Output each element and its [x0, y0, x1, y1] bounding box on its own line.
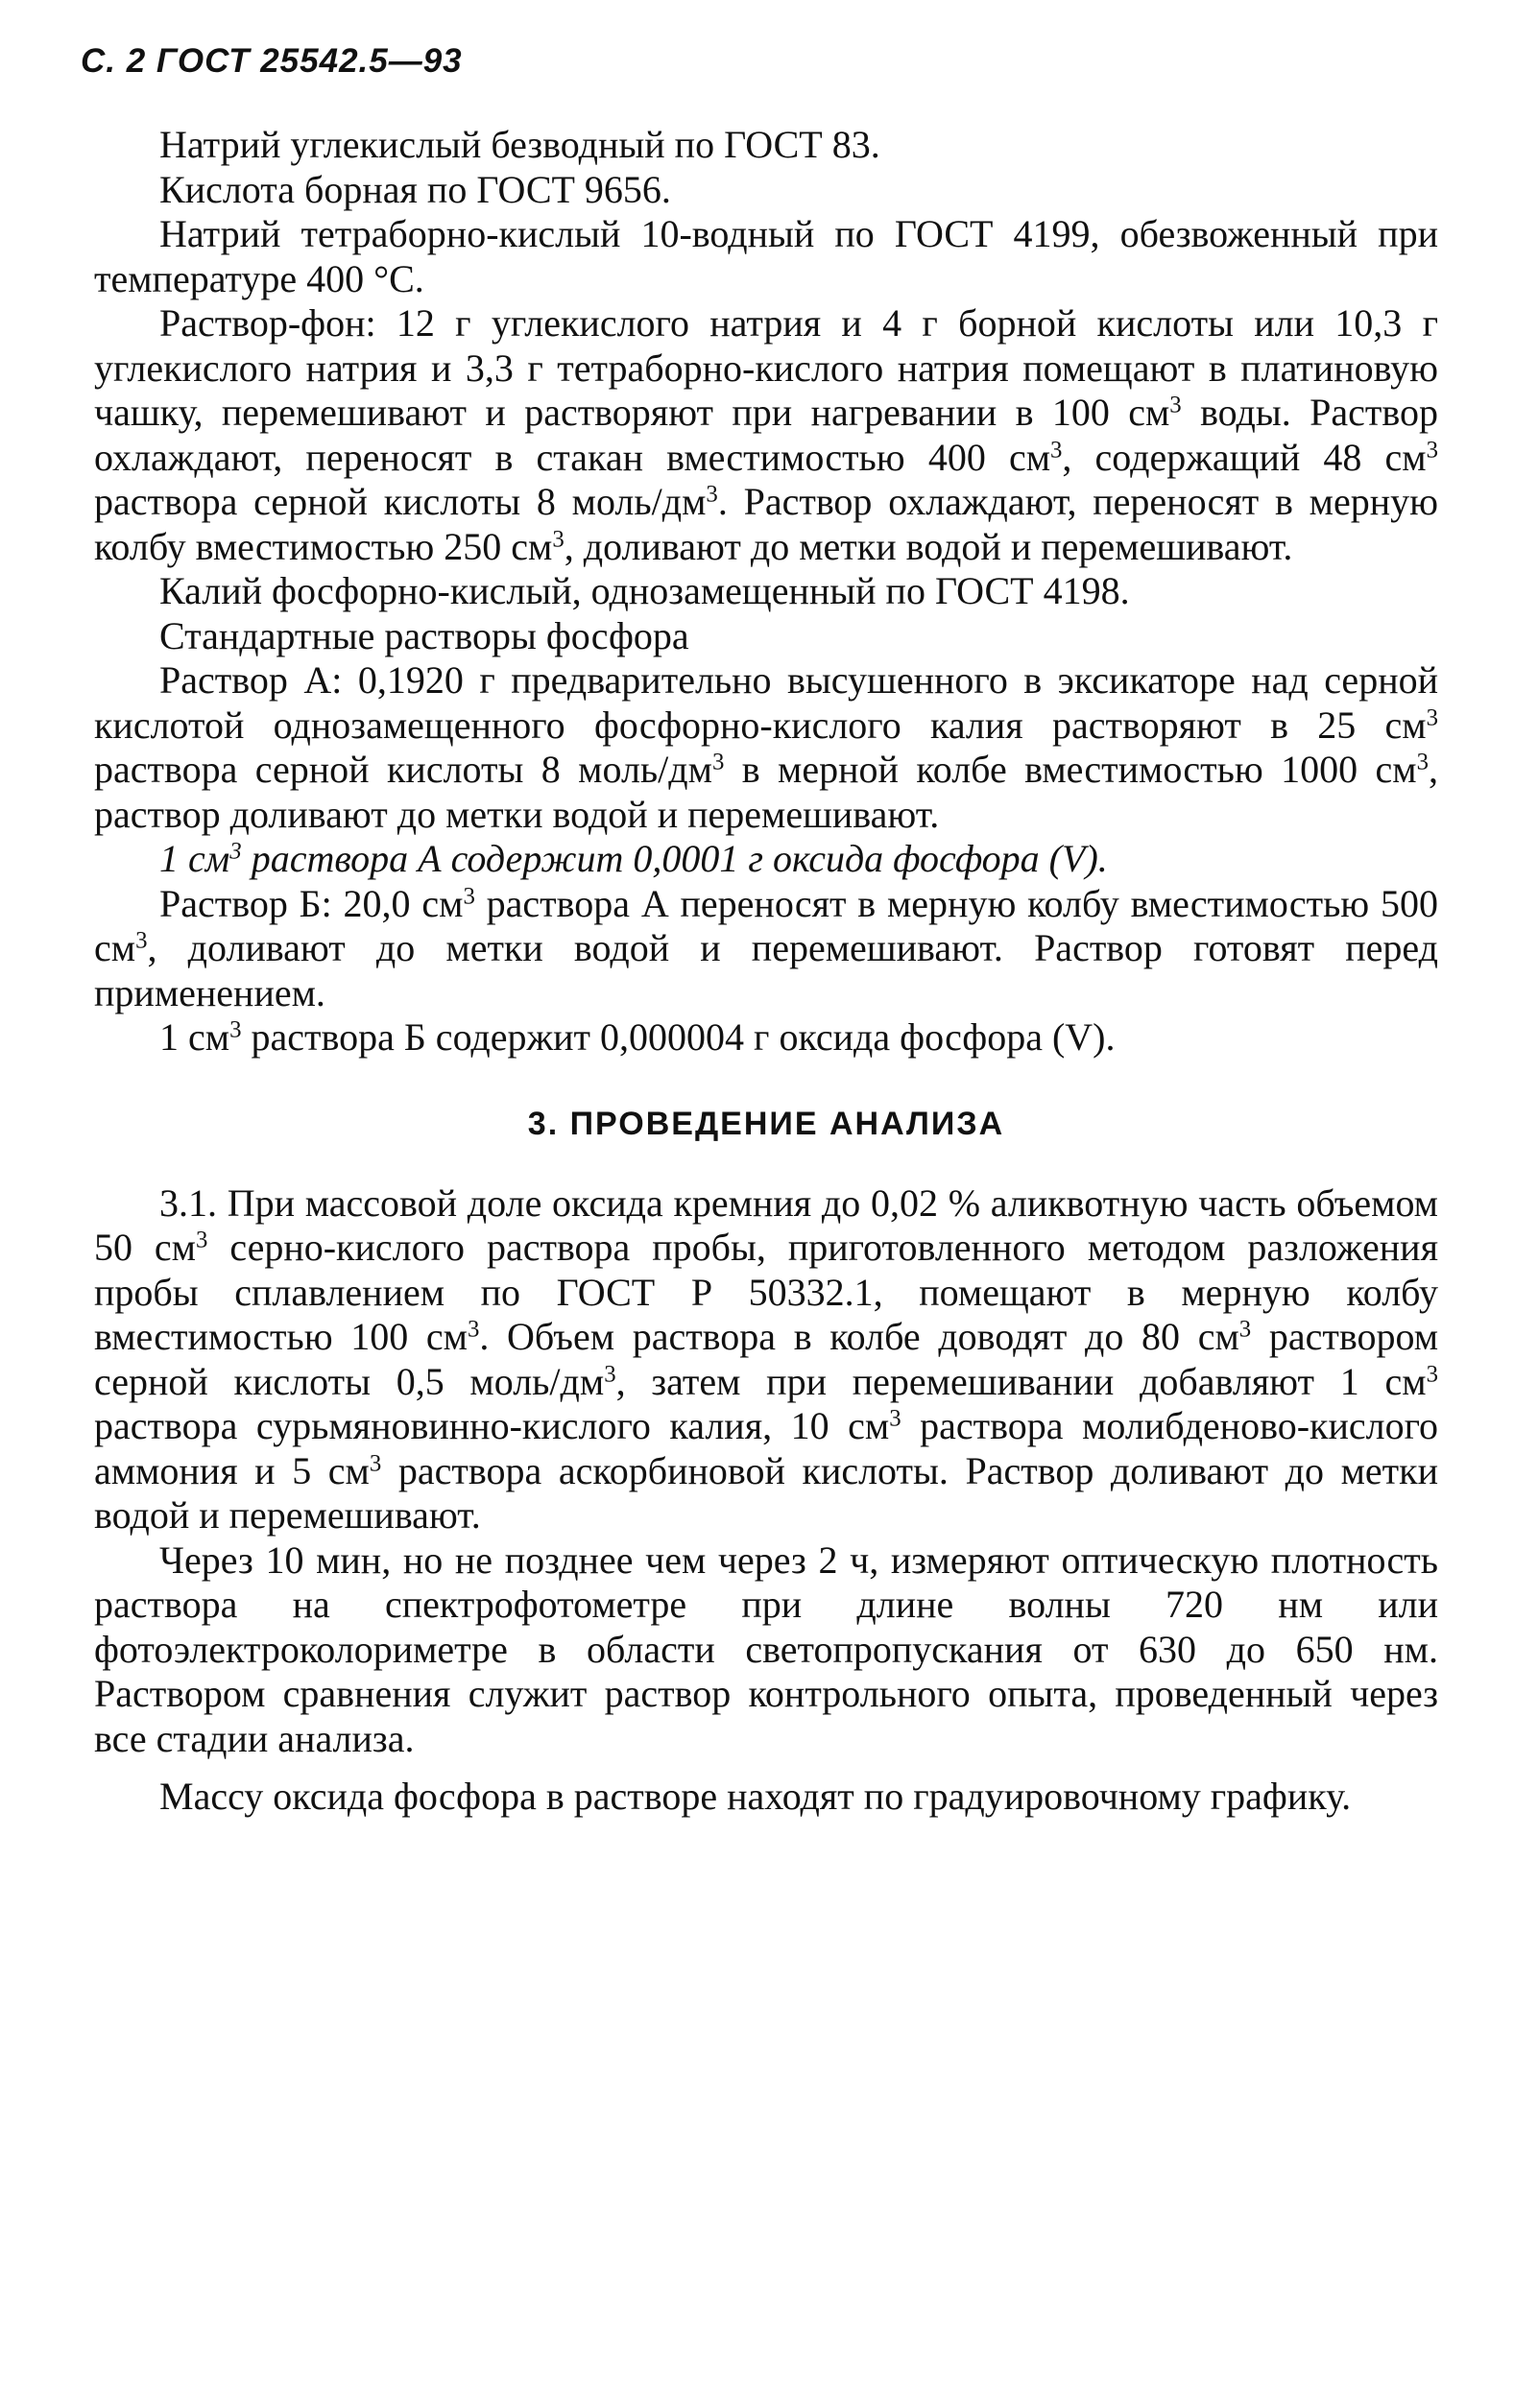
measurement-paragraph: Через 10 мин, но не позднее чем через 2 ч, измеряют оптическую плотность раствора на спектрофотометре при длине волны 720 нм или фотоэлектроколориметре в области светопропускания от 630 до 650 нм. Раствором сравнения служит раствор контрольного опыта, проведенный через все стадии анализа. — [94, 1538, 1438, 1760]
calibration-paragraph: Массу оксида фосфора в растворе находят по градуировочному графику. — [159, 1775, 1352, 1818]
reagent-sodium-tetraborate: Натрий тетраборно-кислый 10-водный по ГОСТ 4199, обезвоженный при температуре 400 °С. — [94, 212, 1438, 300]
page-content — [94, 123, 1438, 1820]
background-solution-paragraph: Раствор-фон: 12 г углекислого натрия и 4 г борной кислоты или 10,3 г углекислого натрия и 3,3 г тетраборно-кислого натрия помещают в платиновую чашку, перемешивают и растворяют при нагревании в 100 $см^3$ воды. Раствор охлаждают, переносят в стакан вместимостью 400 $см^3$, содержащий 48 $см^3$ раствора серной кислоты 8 моль/$дм^3$. Раствор охлаждают, переносят в мерную колбу вместимостью 250 $см^3$, доливают до метки водой и перемешивают. — [94, 301, 1439, 568]
solution-b-paragraph: Раствор Б: 20,0 $см^3$ раствора А переносят в мерную колбу вместимостью 500 $см^3$, доливают до метки водой и перемешивают. Раствор готовят перед применением. — [94, 881, 1439, 1014]
standard-solutions-heading: Стандартные растворы фосфора — [159, 613, 689, 657]
solution-a-paragraph: Раствор А: 0,1920 г предварительно высушенного в эксикаторе над серной кислотой однозамещенного фосфорно-кислого калия растворяют в 25 $см^3$ раствора серной кислоты 8 моль/$дм^3$ в мерной колбе вместимостью 1000 $см^3$, раствор доливают до метки водой и перемешивают. — [94, 658, 1438, 836]
reagent-boric-acid: Кислота борная по ГОСТ 9656. — [159, 167, 671, 211]
reagent-sodium-carbonate: Натрий углекислый безводный по ГОСТ 83. — [159, 123, 880, 166]
solution-b-content: 1 $см^3$ раствора Б содержит 0,000004 г оксида фосфора (V). — [159, 1015, 1116, 1059]
section-3-1-paragraph: 3.1. При массовой доле оксида кремния до 0,02 % аликвотную часть объемом 50 $см^3$ серно-кислого раствора пробы, приготовленного методом разложения пробы сплавлением по ГОСТ Р 50332.1, помещают в мерную колбу вместимостью 100 $см^3$. Объем раствора в колбе доводят до 80 $см^3$ раствором серной кислоты 0,5 моль/$дм^3$, затем при перемешивании добавляют 1 $см^3$ раствора сурьмяновинно-кислого калия, 10 $см^3$ раствора молибденово-кислого аммония и 5 $см^3$ раствора аскорбиновой кислоты. Раствор доливают до метки водой и перемешивают. — [94, 1180, 1439, 1537]
reagent-potassium-phosphate: Калий фосфорно-кислый, однозамещенный по ГОСТ 4198. — [159, 569, 1130, 612]
solution-a-content: 1 $см^3$ раствора А содержит 0,0001 г оксида фосфора (V). — [159, 837, 1108, 880]
section-3-title: 3. ПРОВЕДЕНИЕ АНАЛИЗА — [527, 1105, 1005, 1142]
page-header: С. 2 ГОСТ 25542.5—93 — [81, 42, 463, 80]
